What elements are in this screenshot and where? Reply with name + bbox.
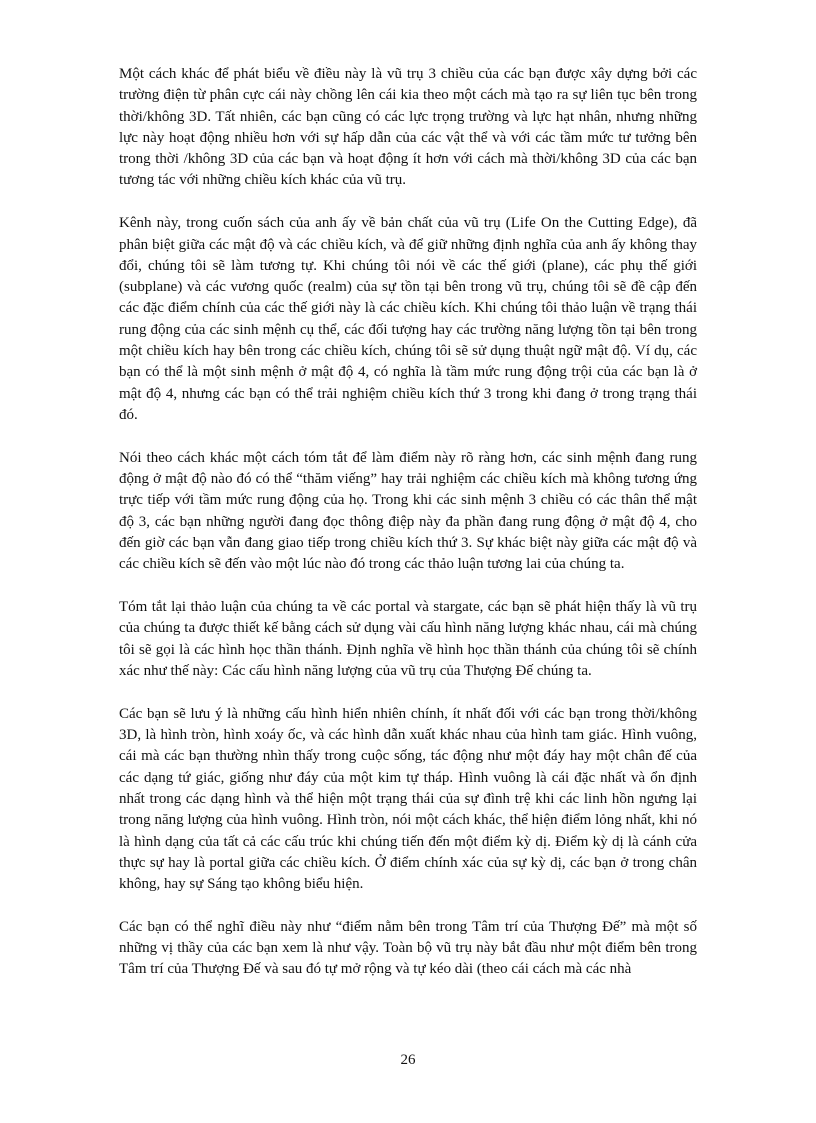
paragraph-2: Kênh này, trong cuốn sách của anh ấy về bản chất của vũ trụ (Life On the Cutting Edge), đã phân biệt giữa các mật độ và các chiều kích, và để giữ những định nghĩa của anh ấy không thay đổi, chúng tôi sẽ làm tương tự. Khi chúng tôi nói về các thế giới (plane), các phụ thế giới (subplane) và các vương quốc (realm) của sự tồn tại bên trong vũ trụ, chúng tôi sẽ đề cập đến các đặc điểm chính của các thế giới này là các chiều kích. Khi chúng tôi thảo luận về trạng thái rung động của các sinh mệnh cụ thể, các đối tượng hay các trường năng lượng tồn tại bên trong một chiều kích hay bên trong các chiều kích, chúng tôi sẽ sử dụng thuật ngữ mật độ. Ví dụ, các bạn có thể là một sinh mệnh ở mật độ 4, có nghĩa là tầm mức rung động trội của các bạn là ở mật độ 4, nhưng các bạn có thể trải nghiệm chiều kích thứ 3 trong khi đang ở trong trạng thái đó. bbox=[119, 215, 697, 423]
paragraph-4: Tóm tắt lại thảo luận của chúng ta về các portal và stargate, các bạn sẽ phát hiện thấy là vũ trụ của chúng ta được thiết kế bằng cách sử dụng vài cấu hình năng lượng khác nhau, cái mà chúng tôi sẽ gọi là các hình học thần thánh. Định nghĩa về hình học thần thánh của chúng tôi sẽ chính xác như thế này: Các cấu hình năng lượng của vũ trụ của Thượng Đế chúng ta. bbox=[119, 599, 697, 679]
paragraph-1: Một cách khác để phát biểu về điều này là vũ trụ 3 chiều của các bạn được xây dựng bởi các trường điện từ phân cực cái này chồng lên cái kia theo một cách mà tạo ra sự liên tục bên trong thời/không 3D. Tất nhiên, các bạn cũng có các lực trọng trường và lực hạt nhân, nhưng những lực này hoạt động nhiều hơn với sự hấp dẫn của các vật thể và với các tầm mức tư tưởng bên trong thời /không 3D của các bạn và hoạt động ít hơn với cách mà thời/không 3D của các bạn tương tác với những chiều kích khác của vũ trụ. bbox=[119, 66, 697, 189]
page-number: 26 bbox=[400, 1052, 416, 1068]
body-text bbox=[119, 64, 697, 1002]
paragraph-6: Các bạn có thể nghĩ điều này như “điểm nằm bên trong Tâm trí của Thượng Đế” mà một số những vị thầy của các bạn xem là như vậy. Toàn bộ vũ trụ này bắt đầu như một điểm bên trong Tâm trí của Thượng Đế và sau đó tự mở rộng và tự kéo dài (theo cái cách mà các nhà bbox=[119, 918, 697, 978]
paragraph-5: Các bạn sẽ lưu ý là những cấu hình hiển nhiên chính, ít nhất đối với các bạn trong thời/không 3D, là hình tròn, hình xoáy ốc, và các hình dẫn xuất khác nhau của hình tam giác. Hình vuông, cái mà các bạn thường nhìn thấy trong cuộc sống, tác động như một đáy hay một chân đế của các dạng tứ giác, giống như đáy của một kim tự tháp. Hình vuông là cái đặc nhất và ổn định nhất trong các dạng hình và thể hiện một trạng thái của sự đình trệ khi các linh hồn ngưng lại trong năng lượng của hình vuông. Hình tròn, nói một cách khác, thể hiện điểm lỏng nhất, khi nó là hình dạng của tất cả các cấu trúc khi chúng tiến đến một điểm kỳ dị. Điểm kỳ dị là cánh cửa thực sự hay là portal giữa các chiều kích. Ở điểm chính xác của sự kỳ dị, các bạn ở trong chân không, hay sự Sáng tạo không biểu hiện. bbox=[119, 705, 697, 893]
paragraph-3: Nói theo cách khác một cách tóm tắt để làm điểm này rõ ràng hơn, các sinh mệnh đang rung động ở mật độ nào đó có thể “thăm viếng” hay trải nghiệm các chiều kích mà không tương ứng trực tiếp với tầm mức rung động của họ. Trong khi các sinh mệnh 3 chiều có các thân thể mật độ 3, các bạn những người đang đọc thông điệp này đa phần đang rung động ở mật độ 4, cho đến giờ các bạn vẫn đang giao tiếp trong chiều kích thứ 3. Sự khác biệt này giữa các mật độ và các chiều kích sẽ đến vào một lúc nào đó trong các thảo luận tương lai của chúng ta. bbox=[119, 449, 697, 573]
